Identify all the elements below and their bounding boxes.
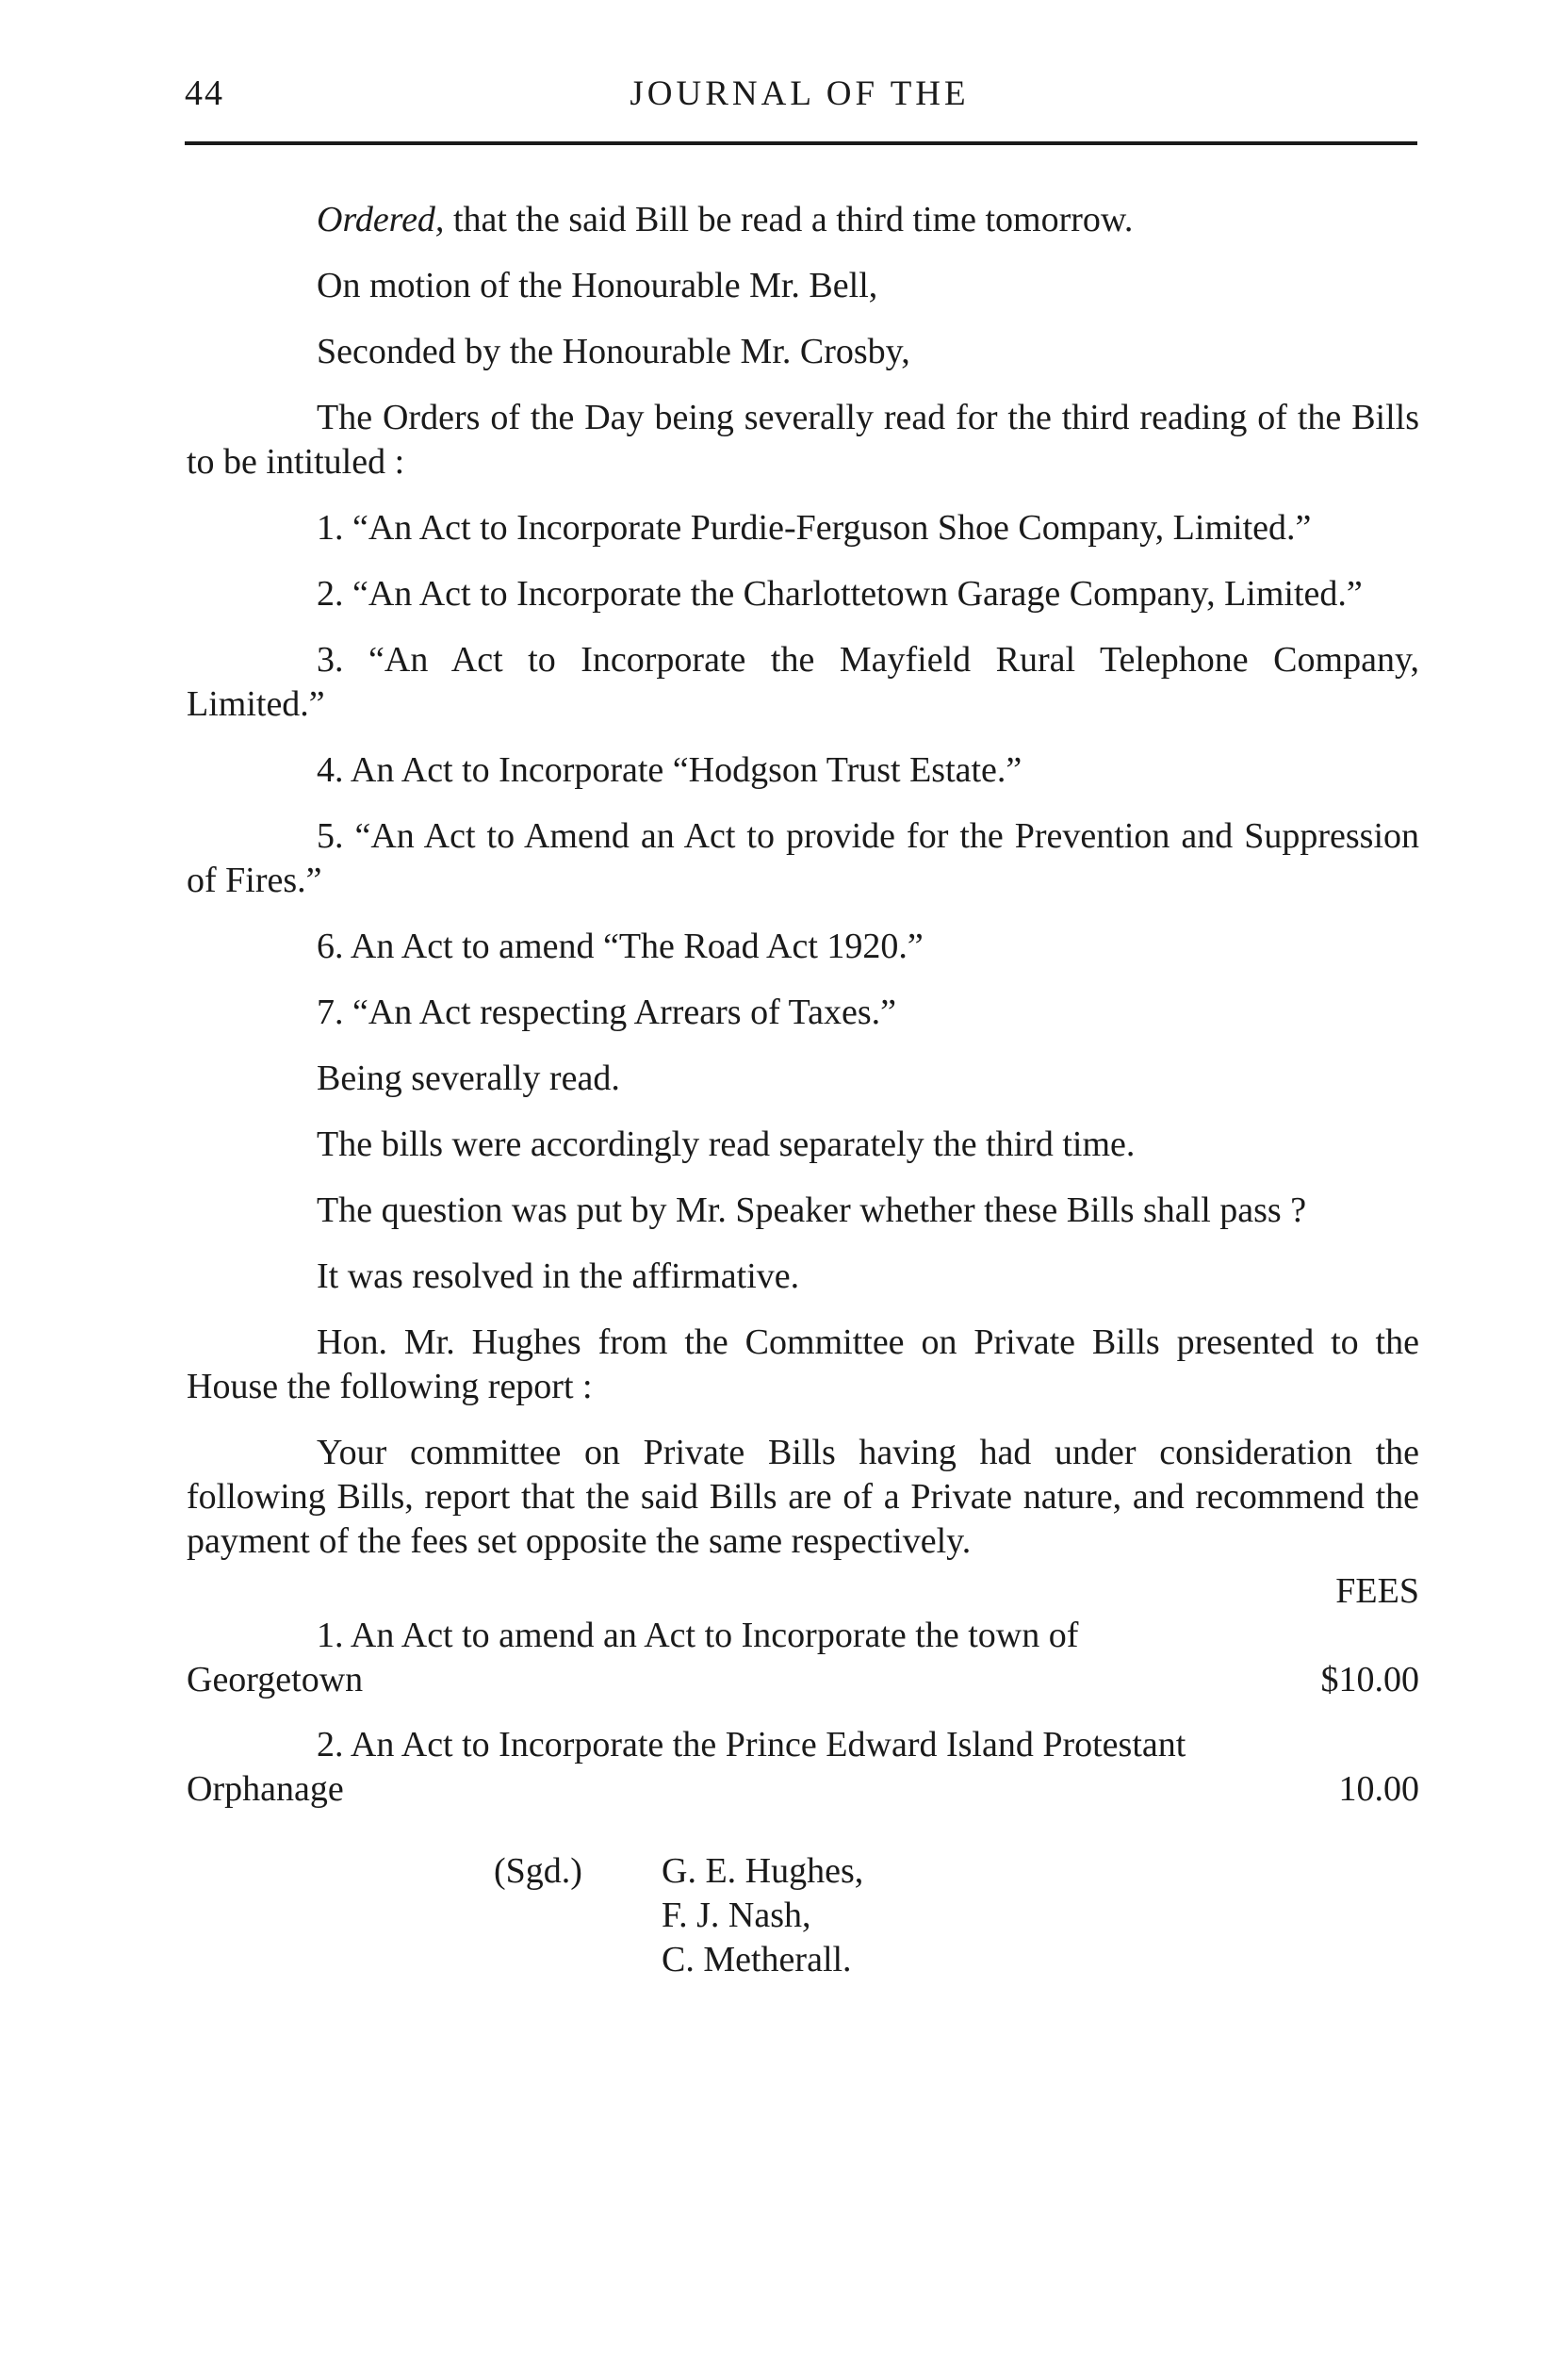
header-rule <box>185 141 1417 145</box>
bill-item: 7. “An Act respecting Arrears of Taxes.” <box>317 993 896 1032</box>
committee-paragraph: Your committee on Private Bills having had under consideration the following Bills, report that the said Bills are of a Private nature, and recommend the payment of the fees set opposite the same respectively. <box>187 1433 1419 1561</box>
fee-bill-text: 2. An Act to Incorporate the Prince Edward Island Protestant Orphanage <box>187 1725 1186 1809</box>
motion-paragraph: On motion of the Honourable Mr. Bell, <box>317 266 878 305</box>
bill-item: 1. “An Act to Incorporate Purdie-Ferguson Shoe Company, Limited.” <box>317 508 1312 548</box>
signature-names <box>662 1849 863 1982</box>
ordered-paragraph <box>187 198 1419 242</box>
fees-heading: FEES <box>1335 1571 1419 1611</box>
bill-item: 4. An Act to Incorporate “Hodgson Trust Estate.” <box>317 750 1022 790</box>
fee-amount: $10.00 <box>1320 1660 1419 1699</box>
signatory-name: C. Metherall. <box>662 1940 852 1979</box>
page-number: 44 <box>185 74 224 113</box>
signature-block <box>187 1849 1419 1982</box>
resolved-paragraph: It was resolved in the affirmative. <box>317 1256 800 1296</box>
fee-bill-text: 1. An Act to amend an Act to Incorporate the town of Georgetown <box>187 1616 1079 1699</box>
page-body <box>187 198 1419 1982</box>
being-read-paragraph: Being severally read. <box>317 1059 620 1098</box>
seconded-paragraph: Seconded by the Honourable Mr. Crosby, <box>317 332 910 371</box>
bill-item: 2. “An Act to Incorporate the Charlottetown Garage Company, Limited.” <box>317 574 1363 614</box>
signature-label: (Sgd.) <box>494 1851 582 1891</box>
signatory-name: F. J. Nash, <box>662 1896 811 1935</box>
bill-item: 3. “An Act to Incorporate the Mayfield Rural Telephone Company, Limited.” <box>187 640 1419 724</box>
hughes-paragraph: Hon. Mr. Hughes from the Committee on Private Bills presented to the House the following report : <box>187 1322 1419 1406</box>
signatory-name: G. E. Hughes, <box>662 1851 864 1891</box>
fee-row <box>187 1723 1419 1812</box>
bill-item: 5. “An Act to Amend an Act to provide for the Prevention and Suppression of Fires.” <box>187 816 1419 900</box>
orders-paragraph: The Orders of the Day being severally read for the third reading of the Bills to be intituled : <box>187 398 1419 482</box>
bill-item: 6. An Act to amend “The Road Act 1920.” <box>317 927 924 966</box>
ordered-text: that the said Bill be read a third time tomorrow. <box>444 200 1134 239</box>
read-third-paragraph: The bills were accordingly read separately the third time. <box>317 1124 1136 1164</box>
fee-amount: 10.00 <box>1338 1769 1419 1809</box>
fee-row <box>187 1614 1419 1702</box>
ordered-word: Ordered, <box>317 200 445 239</box>
running-title: JOURNAL OF THE <box>630 74 970 113</box>
page-header <box>185 72 1415 119</box>
question-paragraph: The question was put by Mr. Speaker whether these Bills shall pass ? <box>317 1190 1307 1230</box>
